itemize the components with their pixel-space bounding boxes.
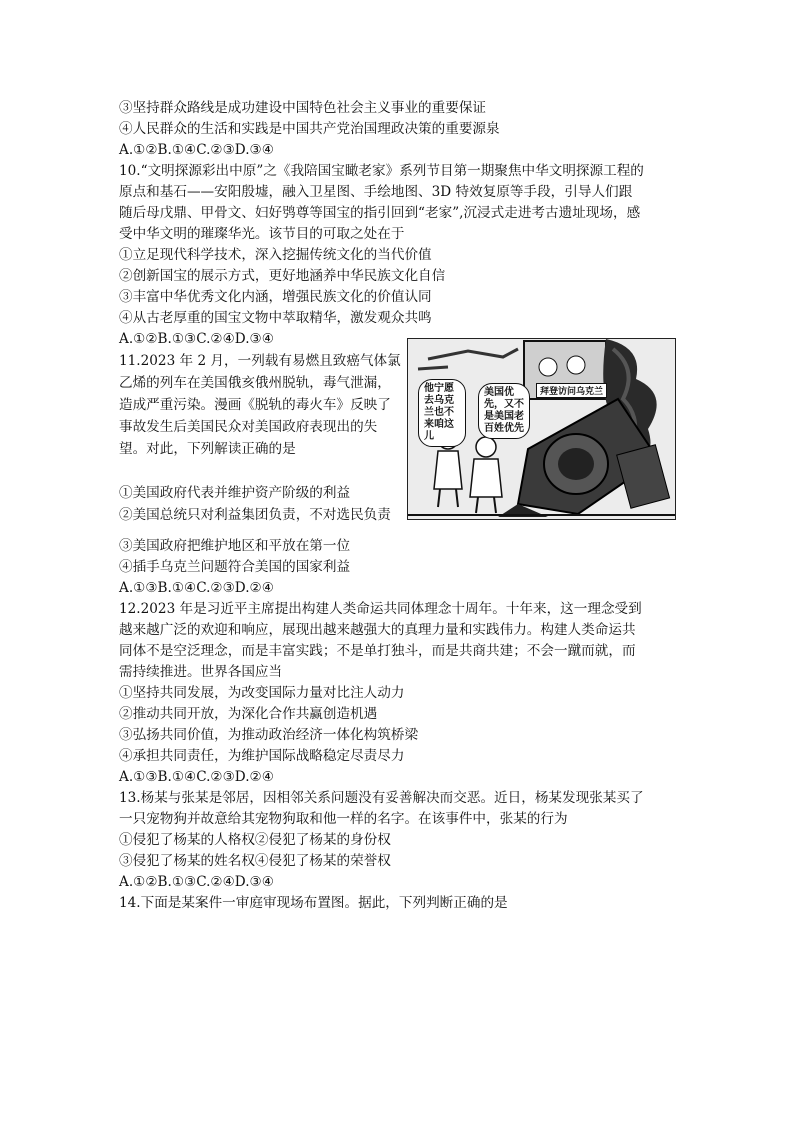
q10-stem-line4: 受中华文明的璀璨华光。该节目的可取之处在于 [119, 226, 405, 242]
q12-opt2: ②推动共同开放，为深化合作共赢创造机遇 [119, 706, 378, 722]
q12-stem-line2: 越来越广泛的欢迎和响应，展现出越来越强大的真理力量和实践伟力。构建人类命运共 [119, 622, 636, 638]
q12-opt3: ③弘扬共同价值，为推动政治经济一体化构筑桥梁 [119, 727, 419, 743]
tv-caption-sign: 拜登访问乌克兰 [536, 383, 607, 398]
q11-opt1: ①美国政府代表并维护资产阶级的利益 [119, 485, 351, 501]
q12-opt4: ④承担共同责任，为维护国际战略稳定尽责尽力 [119, 748, 405, 764]
q9-opt3: ③坚持群众路线是成功建设中国特色社会主义事业的重要保证 [119, 100, 487, 116]
q12-opt1: ①坚持共同发展，为改变国际力量对比注人动力 [119, 685, 405, 701]
q13-opt34: ③侵犯了杨某的姓名权④侵犯了杨某的荣誉权 [119, 853, 391, 869]
q12-stem-line3: 同体不是空泛理念，而是丰富实践；不是单打独斗，而是共商共建；不会一蹴而就，而 [119, 643, 636, 659]
q10-stem-line3: 随后母戊鼎、甲骨文、妇好鸮尊等国宝的指引回到“老家”,沉浸式走进考古遗址现场，感 [119, 205, 641, 221]
speech-bubble-right: 美国优先，又不是美国老百姓优先 [478, 383, 530, 439]
q12-stem-line4: 需持续推进。世界各国应当 [119, 664, 283, 680]
q13-stem-line1: 13.杨某与张某是邻居，因相邻关系问题没有妥善解决而交恶。近日，杨某发现张某买了 [119, 790, 644, 806]
speech-bubble-left: 他宁愿去乌克兰也不来咱这儿 [418, 379, 466, 447]
q10-stem-line2: 原点和基石——安阳殷墟，融入卫星图、手绘地图、3D 特效复原等手段，引导人们跟 [119, 184, 633, 200]
q10-opt2: ②创新国宝的展示方式，更好地涵养中华民族文化自信 [119, 268, 446, 284]
q11-opt3: ③美国政府把维护地区和平放在第一位 [119, 538, 351, 554]
q9-opt4: ④人民群众的生活和实践是中国共产党治国理政决策的重要源泉 [119, 121, 500, 137]
q11-stem: 11.2023 年 2 月，一列载有易燃且致癌气体氯乙烯的列车在美国俄亥俄州脱轨，毒气泄漏，造成严重污染。漫画《脱轨的毒火车》反映了事故发生后美国民众对美国政府表现出的失望。对此，下列解读正确的是 [119, 353, 401, 457]
derailed-train-comic [407, 338, 676, 520]
q12-stem-line1: 12.2023 年是习近平主席提出构建人类命运共同体理念十周年。十年来，这一理念受到 [119, 601, 642, 617]
q13-stem-line2: 一只宠物狗并故意给其宠物狗取和他一样的名字。在该事件中，张某的行为 [119, 811, 568, 827]
q13-answers: A.①②B.①③C.②④D.③④ [119, 874, 274, 890]
q10-stem-line1: 10.“文明探源彩出中原”之《我陪国宝瞰老家》系列节目第一期聚焦中华文明探源工程的 [119, 163, 644, 179]
q9-answers: A.①②B.①④C.②③D.③④ [119, 142, 274, 158]
q10-opt1: ①立足现代科学技术，深入挖掘传统文化的当代价值 [119, 247, 432, 263]
q11-opt4: ④插手乌克兰问题符合美国的国家利益 [119, 559, 351, 575]
q10-opt3: ③丰富中华优秀文化内涵，增强民族文化的价值认同 [119, 289, 432, 305]
q11-opt2: ②美国总统只对利益集团负责，不对选民负责 [119, 507, 391, 523]
q11-answers: A.①③B.①④C.②③D.②④ [119, 580, 274, 596]
q13-opt12: ①侵犯了杨某的人格权②侵犯了杨某的身份权 [119, 832, 391, 848]
q12-answers: A.①③B.①④C.②③D.②④ [119, 769, 274, 785]
q10-opt4: ④从古老厚重的国宝文物中萃取精华，激发观众共鸣 [119, 310, 432, 326]
q14-stem: 14.下面是某案件一审庭审现场布置图。据此，下列判断正确的是 [119, 895, 508, 911]
q10-answers: A.①②B.①③C.②④D.③④ [119, 331, 274, 347]
